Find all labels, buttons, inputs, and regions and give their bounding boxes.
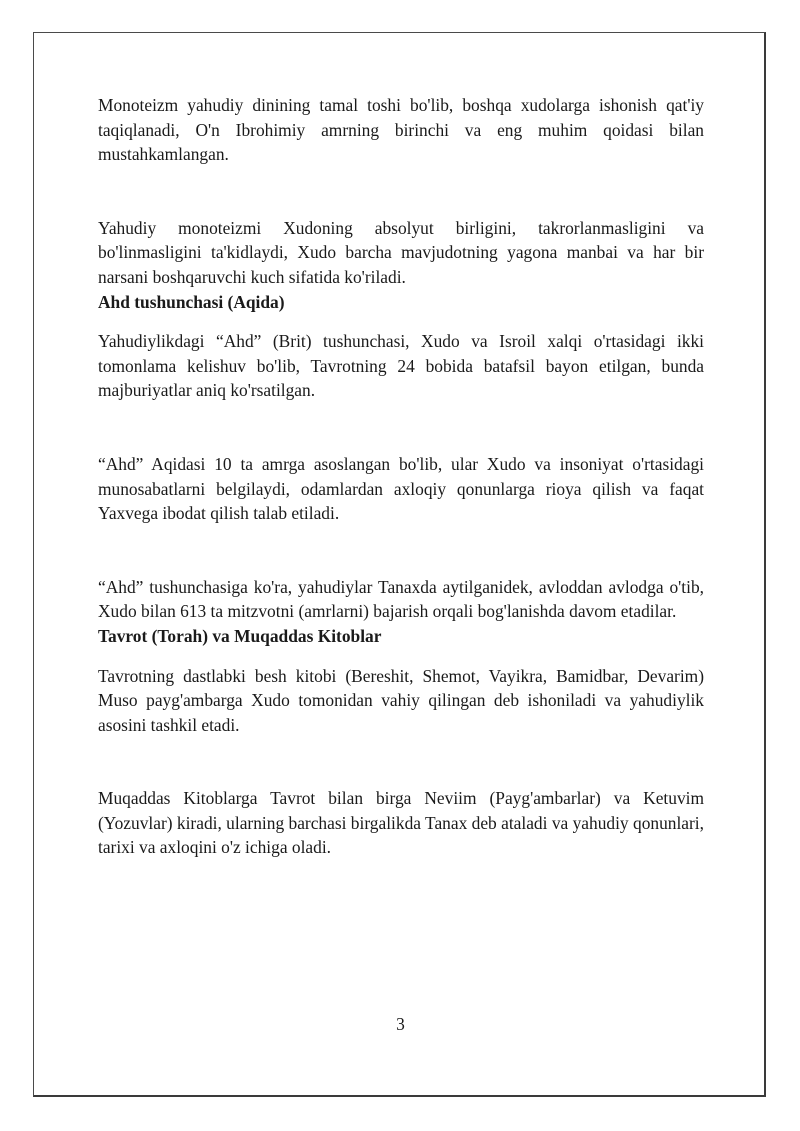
paragraph-covenant-1: Yahudiylikdagi “Ahd” (Brit) tushunchasi, Xudo va Isroil xalqi o'rtasidagi ikki tomonlama kelishuv bo'lib, Tavrotning 24 bobida batafsil bayon etilgan, bunda majburiyatlar aniq ko'rsatilgan. (98, 331, 704, 401)
paragraph-monotheism-2: Yahudiy monoteizmi Xudoning absolyut birligini, takrorlanmasligini va bo'linmasligini ta'kidlaydi, Xudo barcha mavjudotning yagona manbai va har bir narsani boshqaruvchi kuch sifatida ko'riladi. (98, 217, 704, 287)
page-content (98, 93, 704, 860)
paragraph-torah-1: Tavrotning dastlabki besh kitobi (Bereshit, Shemot, Vayikra, Bamidbar, Devarim) Muso payg'ambarga Xudo tomonidan vahiy qilingan deb ishoniladi va yahudiylik asosini tashkil etadi. (98, 665, 704, 735)
document-page (33, 32, 766, 1097)
paragraph-covenant-3: “Ahd” tushunchasiga ko'ra, yahudiylar Tanaxda aytilganidek, avloddan avlodga o'tib, Xudo bilan 613 ta mitzvotni (amrlarni) bajarish orqali bog'lanishda davom etadilar. (98, 576, 704, 622)
paragraph-monotheism-1: Monoteizm yahudiy dinining tamal toshi bo'lib, boshqa xudolarga ishonish qat'iy taqiqlanadi, O'n Ibrohimiy amrning birinchi va eng muhim qoidasi bilan mustahkamlangan. (98, 95, 704, 165)
section-heading-covenant: Ahd tushunchasi (Aqida) (98, 291, 285, 312)
paragraph-torah-2: Muqaddas Kitoblarga Tavrot bilan birga Neviim (Payg'ambarlar) va Ketuvim (Yozuvlar) kiradi, ularning barchasi birgalikda Tanax deb ataladi va yahudiy qonunlari, tarixi va axloqini o'z ichiga oladi. (98, 788, 704, 858)
page-number: 3 (396, 1014, 405, 1034)
paragraph-covenant-2: “Ahd” Aqidasi 10 ta amrga asoslangan bo'lib, ular Xudo va insoniyat o'rtasidagi munosabatlarni belgilaydi, odamlardan axloqiy qonunlarga rioya qilish va faqat Yaxvega ibodat qilish talab etiladi. (98, 453, 704, 524)
section-heading-torah: Tavrot (Torah) va Muqaddas Kitoblar (98, 625, 382, 646)
